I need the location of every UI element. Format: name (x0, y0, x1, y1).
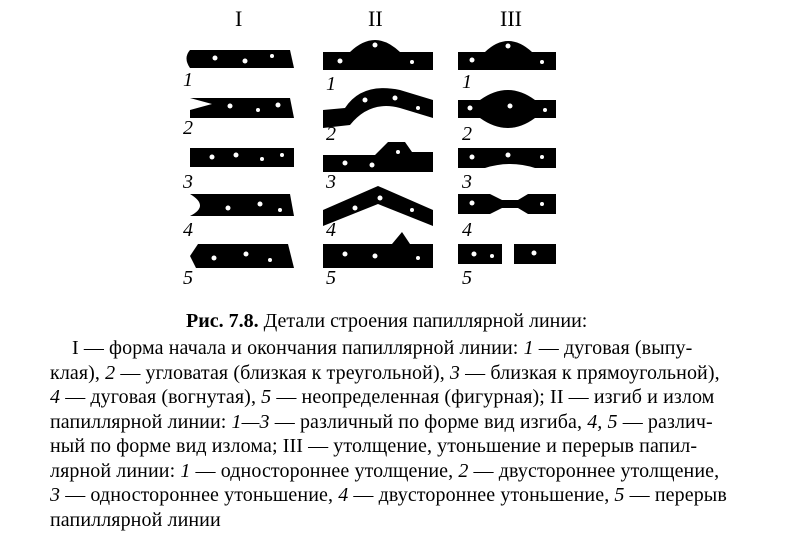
caption-line (72, 337, 692, 360)
column-header-I: I (235, 6, 243, 31)
col1-ridge-5 (190, 244, 294, 268)
caption-line (50, 435, 697, 458)
col1-ridge-4 (190, 194, 294, 216)
col2-ridge-5 (323, 232, 433, 268)
col2-row-number-2: 2 (326, 123, 336, 145)
column-header-III: III (500, 6, 522, 31)
caption-item-number: 1 (523, 337, 534, 359)
col1-row-number-4: 4 (183, 219, 193, 241)
caption-text: папиллярной линии (50, 508, 221, 531)
col2-row-number-5: 5 (326, 267, 336, 289)
col2-ridge-1 (323, 40, 433, 70)
caption-item-number: 3 (449, 361, 461, 384)
col3-row-number-3: 3 (462, 171, 472, 193)
caption-item-number: 1—3 (231, 410, 270, 433)
col1-row-number-2: 2 (183, 117, 193, 139)
col2-row-number-4: 4 (326, 219, 336, 241)
caption-item-number: 3 (50, 484, 61, 506)
col1-ridge-3 (190, 148, 294, 167)
caption-text: папиллярной линии: (50, 410, 232, 433)
caption-line (50, 386, 714, 409)
caption-text: — неопределенная (фигурная); II — изгиб и излом (271, 386, 715, 408)
col3-ridge-3 (458, 148, 556, 168)
col3-row-number-5: 5 (462, 267, 472, 289)
col2-row-number-3: 3 (326, 171, 336, 193)
caption-line (50, 509, 221, 532)
col3-ridge-1 (458, 41, 556, 70)
col1-row-number-1: 1 (183, 69, 193, 91)
caption-item-number: 2 (458, 459, 469, 482)
col3-ridge-4 (458, 194, 556, 214)
caption-text: — одностороннее утоньшение, (60, 484, 339, 506)
col1-ridge-1 (187, 50, 295, 68)
caption-text: — дуговая (вогнутая), (60, 386, 262, 408)
caption-text: — перерыв (624, 484, 727, 506)
caption-item-number: 2 (105, 361, 116, 384)
caption-text: — близкая к прямоугольной), (460, 361, 720, 384)
column-header-II: II (368, 6, 383, 31)
col1-row-number-5: 5 (183, 267, 193, 289)
caption-line (50, 484, 727, 507)
caption-item-number: 5 (614, 484, 625, 506)
caption-text: ный по форме вид излома; III — утолщение, утоньшение и перерыв папил- (50, 435, 698, 457)
caption-item-number: 4 (338, 484, 349, 506)
caption-label: Рис. 7.8. (186, 310, 259, 332)
col1-ridge-2 (190, 98, 294, 118)
col3-row-number-1: 1 (462, 71, 472, 93)
col2-row-number-1: 1 (326, 73, 336, 95)
caption-item-number: 5 (261, 386, 272, 408)
caption-text: — двустороннее утоньшение, (348, 484, 615, 506)
caption-line (50, 411, 713, 434)
caption-text: — двустороннее утолщение, (468, 459, 720, 482)
caption-text: I — форма начала и окончания папиллярной линии: (72, 337, 524, 359)
col2-ridge-3 (323, 142, 433, 172)
caption-title (186, 310, 587, 333)
caption-title-text: Детали строения папиллярной линии: (263, 310, 588, 332)
col2-ridge-2 (323, 88, 433, 128)
caption-item-number: 4 (50, 386, 61, 408)
caption-text: — различный по форме вид изгиба, (269, 410, 588, 433)
caption-text: клая), (50, 361, 106, 384)
caption-item-number: 4, 5 (587, 410, 618, 433)
col2-ridge-4 (323, 186, 433, 226)
caption-line (50, 460, 719, 483)
caption-text: лярной линии: (50, 459, 181, 482)
caption-text: — дуговая (выпу- (533, 337, 693, 359)
col1-row-number-3: 3 (183, 171, 193, 193)
caption-item-number: 1 (180, 459, 191, 482)
col3-ridge-2 (458, 90, 556, 128)
caption-line (50, 362, 720, 385)
caption-text: — одностороннее утолщение, (190, 459, 459, 482)
caption-text: — различ- (617, 410, 713, 433)
col3-row-number-4: 4 (462, 219, 472, 241)
col3-ridge-5 (458, 244, 556, 264)
caption-text: — угловатая (близкая к треугольной), (115, 361, 450, 384)
col3-row-number-2: 2 (462, 123, 472, 145)
